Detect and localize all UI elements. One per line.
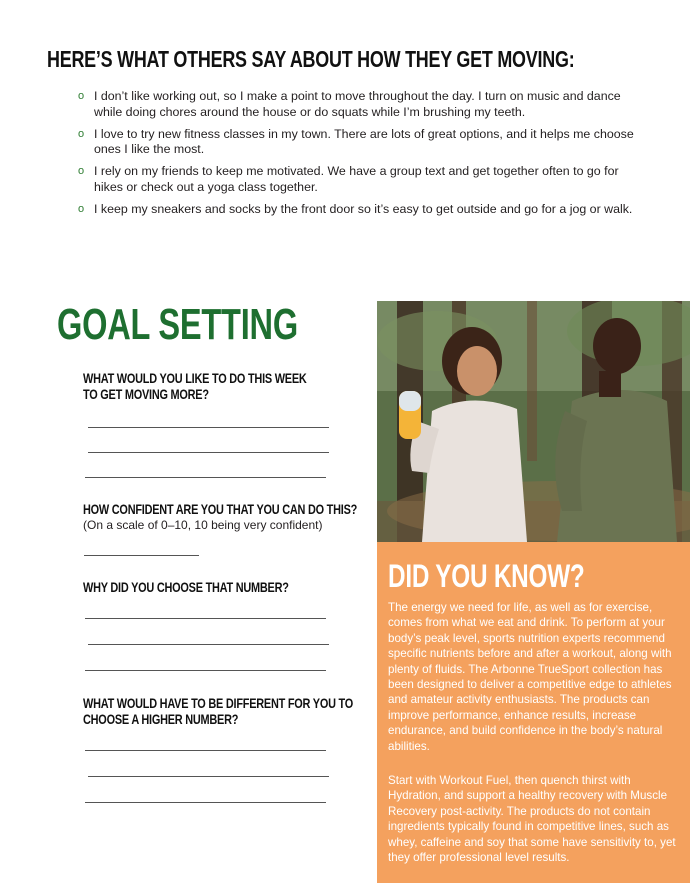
circle-bullet-icon: o (78, 202, 85, 215)
answer-line[interactable] (84, 555, 199, 556)
circle-bullet-icon: o (78, 127, 85, 140)
answer-line[interactable] (88, 427, 329, 428)
list-item (78, 127, 648, 158)
did-you-know-paragraph-2: Start with Workout Fuel, then quench thirst with Hydration, and support a healthy recovery with Muscle Recovery post-activity. The products do not contain ingredients typically found in competitive lines, such as whey, caffeine and soy that some have sensitivity to, yet they offer professional level results. (388, 774, 676, 865)
fitness-couple-photo (377, 301, 690, 542)
answer-line[interactable] (85, 618, 326, 619)
question-3: WHY DID YOU CHOOSE THAT NUMBER? (83, 579, 289, 595)
answer-line[interactable] (88, 644, 329, 645)
goal-setting-title: GOAL SETTING (57, 300, 298, 349)
section-heading: HERE’S WHAT OTHERS SAY ABOUT HOW THEY GET MOVING: (47, 46, 575, 72)
quotes-list (78, 89, 648, 224)
list-item (78, 164, 648, 195)
answer-line[interactable] (85, 477, 326, 478)
quote-text: I rely on my friends to keep me motivated. We have a group text and get together often to go for hikes or check out a yoga class together. (94, 164, 619, 194)
quote-text: I don’t like working out, so I make a point to move throughout the day. I turn on music and dance while doing chores around the house or do squats while I’m brushing my teeth. (94, 89, 621, 119)
circle-bullet-icon: o (78, 90, 85, 102)
question-2-subtext: (On a scale of 0–10, 10 being very confident) (83, 518, 323, 532)
quote-text: I keep my sneakers and socks by the front door so it’s easy to get outside and go for a jog or walk. (94, 201, 633, 216)
answer-line[interactable] (88, 452, 329, 453)
answer-line[interactable] (85, 750, 326, 751)
quote-text: I love to try new fitness classes in my town. There are lots of great options, and it helps me choose ones I like the most. (94, 126, 634, 156)
answer-line[interactable] (85, 670, 326, 671)
did-you-know-paragraph-1: The energy we need for life, as well as for exercise, comes from what we eat and drink. To perform at your body’s peak level, sports nutrition experts recommend specific nutrients before and after a workout, along with plenty of fluids. The Arbonne TrueSport collection has been designed to deliver a competitive edge to athletes and amateur activity enthusiasts. The products can improve performance, enhance results, increase endurance, and build confidence in the body’s natural abilities. (388, 601, 672, 753)
answer-line[interactable] (85, 802, 326, 803)
question-1-line-1: WHAT WOULD YOU LIKE TO DO THIS WEEK (83, 370, 307, 386)
question-2: HOW CONFIDENT ARE YOU THAT YOU CAN DO THIS? (83, 501, 358, 517)
list-item (78, 89, 648, 120)
question-1-line-2: TO GET MOVING MORE? (83, 386, 209, 402)
list-item (78, 202, 648, 218)
question-4-line-1: WHAT WOULD HAVE TO BE DIFFERENT FOR YOU TO (83, 695, 354, 711)
photo-illustration (377, 301, 690, 542)
answer-line[interactable] (88, 776, 329, 777)
did-you-know-title: DID YOU KNOW? (388, 558, 585, 594)
circle-bullet-icon: o (78, 165, 85, 177)
question-4-line-2: CHOOSE A HIGHER NUMBER? (83, 711, 239, 727)
